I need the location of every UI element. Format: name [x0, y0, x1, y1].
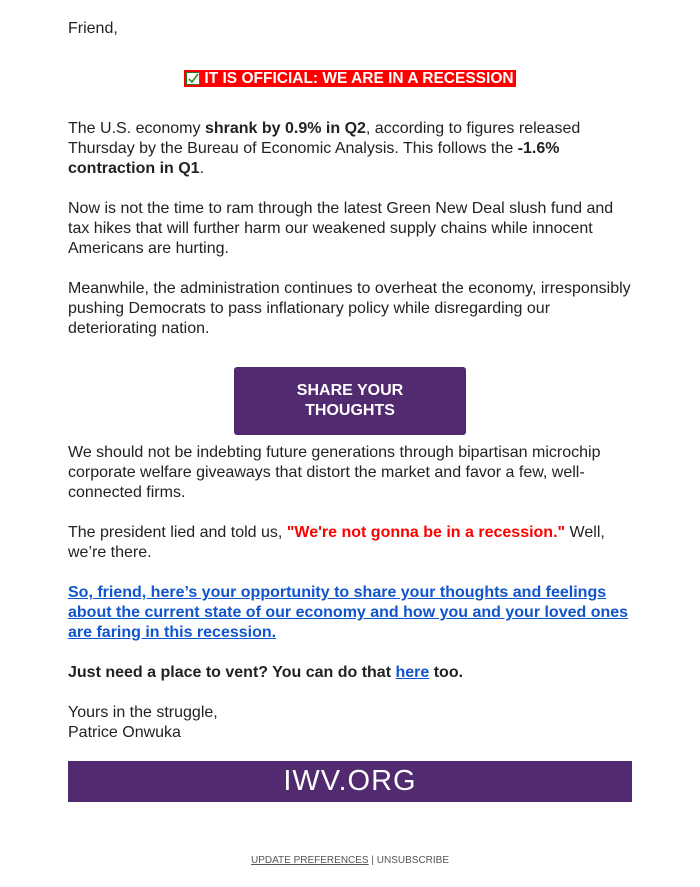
paragraph-vent [68, 663, 632, 683]
footer [68, 855, 632, 867]
paragraph-administration: Meanwhile, the administration continues to overheat the economy, irresponsibly pushing Democrats to pass inflationary policy while disregarding our deteriorating nation. [68, 280, 631, 337]
bold-text: shrank by 0.9% in Q2 [204, 120, 366, 137]
bold-text: -1.6% contraction in Q1 [68, 140, 560, 177]
share-your-thoughts-button[interactable]: SHARE YOUR THOUGHTS [234, 367, 466, 435]
footer-separator: | [368, 855, 377, 866]
text: too. [429, 664, 464, 681]
iwv-org-banner[interactable]: IWV.ORG [68, 761, 632, 802]
greeting: Friend, [68, 20, 118, 37]
vent-here-link[interactable]: here [395, 664, 430, 681]
text: . [199, 160, 205, 177]
paragraph-microchip: We should not be indebting future generations through bipartisan microchip corporate welfare giveaways that distort the market and favor a few, well-connected firms. [68, 444, 601, 501]
signoff [68, 703, 632, 743]
headline-text: IT IS OFFICIAL: WE ARE IN A RECESSION [204, 70, 514, 87]
text: , according to figures released Thursday by the Bureau of Economic Analysis. This follows the [68, 120, 581, 157]
paragraph-president [68, 523, 632, 563]
paragraph-opportunity [68, 583, 632, 643]
headline-banner [184, 70, 515, 87]
paragraph-green-new-deal: Now is not the time to ram through the latest Green New Deal slush fund and tax hikes that will further harm our weakened supply chains while innocent Americans are hurting. [68, 200, 614, 257]
signature-name: Patrice Onwuka [68, 724, 181, 741]
headline-row [68, 69, 632, 89]
check-mark-icon [186, 72, 200, 85]
paragraph-economy [68, 119, 632, 179]
update-preferences-link[interactable]: UPDATE PREFERENCES [250, 855, 369, 866]
text: The U.S. economy [68, 120, 205, 137]
share-thoughts-link[interactable]: So, friend, here’s your opportunity to share your thoughts and feelings about the current state of our economy and how you and your loved ones are faring in this recession. [68, 584, 629, 641]
unsubscribe-link[interactable]: UNSUBSCRIBE [376, 855, 450, 866]
text: Well, we’re there. [68, 524, 605, 561]
text: The president lied and told us, [68, 524, 287, 541]
text: Just need a place to vent? You can do that [68, 664, 396, 681]
signoff-line: Yours in the struggle, [68, 704, 218, 721]
quote-text: "We're not gonna be in a recession." [286, 524, 566, 541]
cta-row [68, 367, 632, 435]
